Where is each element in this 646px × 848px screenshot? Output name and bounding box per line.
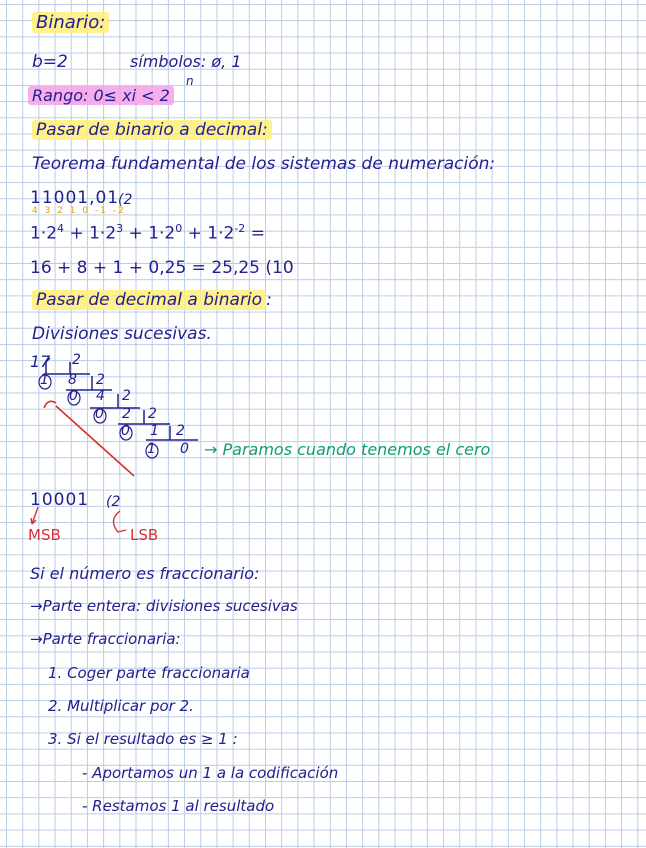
lsb-label: LSB [130, 526, 159, 544]
base-value: b=2 [32, 52, 68, 72]
substep-1: - Aportamos un 1 a la codificación [82, 764, 339, 782]
remainder-4: 0 [121, 423, 130, 439]
range-exponent: n [186, 74, 194, 88]
dividend-1: 17 [30, 352, 51, 371]
remainder-1: 1 [40, 372, 49, 388]
method-text: Divisiones sucesivas. [32, 324, 212, 344]
step-3: 3. Si el resultado es ≥ 1 : [48, 730, 238, 748]
binary-result: 10001 [30, 490, 90, 510]
step-1: 1. Coger parte fraccionaria [48, 664, 250, 682]
binary-number: 11001,01 [30, 188, 120, 208]
expansion-line: $1\cdot 2^4 + 1\cdot 2^3 + 1\cdot 2^0 + 1\cdot 2^{-2}$ = [30, 222, 265, 244]
remainder-3: 0 [95, 406, 104, 422]
range-label: Rango: [32, 86, 89, 105]
divisor-5: 2 [176, 423, 185, 439]
remainder-2: 0 [69, 388, 78, 404]
msb-label: MSB [28, 526, 61, 544]
remainder-5: 1 [147, 441, 156, 457]
substep-2: - Restamos 1 al resultado [82, 797, 275, 815]
divisor-4: 2 [148, 406, 157, 422]
decimal-result: 16 + 8 + 1 + 0,25 = 25,25 (10 [30, 258, 294, 278]
theorem-line: Teorema fundamental de los sistemas de numeración: [32, 154, 496, 174]
stop-note: → Paramos cuando tenemos el cero [204, 440, 491, 459]
range-expr: 0≤ xi < 2 [93, 86, 170, 105]
dividend-3: 4 [96, 388, 105, 404]
fractional-intro: Si el número es fraccionario: [30, 564, 260, 583]
integer-part-rule: →Parte entera: divisiones sucesivas [30, 597, 298, 615]
dec-to-bin-heading: Pasar de decimal a binario : [32, 290, 272, 310]
symbols-text: símbolos: ø, 1 [130, 52, 242, 71]
bin-to-dec-heading: Pasar de binario a decimal: [32, 120, 272, 140]
step-2: 2. Multiplicar por 2. [48, 697, 194, 715]
dividend-4: 2 [122, 406, 131, 422]
divisor-1: 2 [72, 352, 81, 368]
position-weights: 4 3 2 1 0 -1 -2 [32, 206, 126, 216]
fraction-part-rule: →Parte fraccionaria: [30, 630, 181, 648]
dividend-5: 1 [150, 423, 159, 439]
divisor-3: 2 [122, 388, 131, 404]
dividend-2: 8 [68, 372, 77, 388]
binary-result-base: (2 [106, 494, 121, 510]
binary-base: (2 [118, 192, 133, 208]
divisor-2: 2 [96, 372, 105, 388]
title-text: Binario: [32, 12, 109, 33]
final-quotient: 0 [180, 441, 189, 457]
